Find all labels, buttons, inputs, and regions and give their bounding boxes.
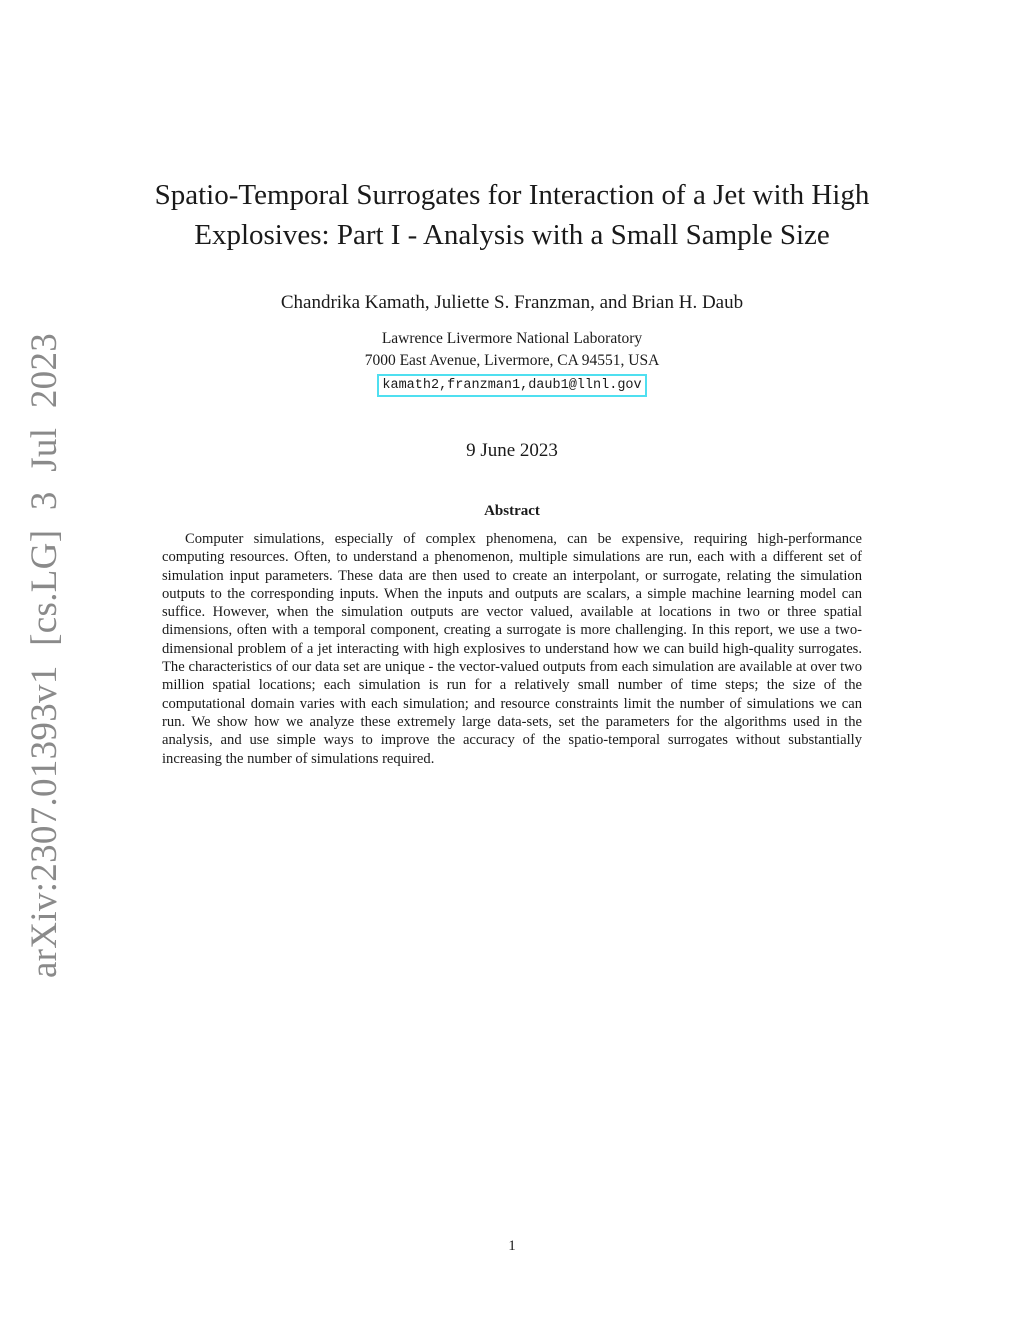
abstract-text: Computer simulations, especially of complex phenomena, can be expensive, requiring high-performance computing resources. Often, to understand a phenomenon, multiple simulations are run, each with a different set of simulation input parameters. These data are then used to create an interpolant, or surrogate, relating the simulation outputs to the corresponding inputs. When the inputs and outputs are scalars, a simple machine learning model can suffice. However, when the simulation outputs are vector valued, available at locations in two or three spatial dimensions, often with a temporal component, creating a surrogate is more challenging. In this report, we use a two-dimensional problem of a jet interacting with high explosives to understand how we can build high-quality surrogates. The characteristics of our data set are unique - the vector-valued outputs from each simulation are available at over two million spatial locations; each simulation is run for a relatively small number of time steps; the size of the computational domain varies with each simulation; and resource constraints limit the number of simulations we can run. We show how we analyze these extremely large data-sets, set the parameters for the algorithms used in the analysis, and use simple ways to improve the accuracy of the spatio-temporal surrogates without substantially increasing the number of simulations required. (162, 531, 862, 767)
author-list: Chandrika Kamath, Juliette S. Franzman, and Brian H. Daub (280, 292, 744, 313)
abstract-heading: Abstract (484, 503, 540, 519)
publication-date: 9 June 2023 (466, 440, 558, 461)
email-link[interactable]: kamath2,franzman1,daub1@llnl.gov (377, 374, 646, 397)
paper-title: Spatio-Temporal Surrogates for Interaction of a Jet with High Explosives: Part I - Analysis with a Small Sample Size (154, 179, 870, 251)
page-number: 1 (508, 1238, 516, 1254)
arxiv-stamp-text: arXiv:2307.01393v1 [cs.LG] 3 Jul 2023 (24, 332, 66, 978)
arxiv-identifier-stamp (14, 332, 76, 978)
email-container (130, 373, 894, 397)
affiliation-address: 7000 East Avenue, Livermore, CA 94551, USA (364, 352, 660, 369)
affiliation-institution: Lawrence Livermore National Laboratory (381, 330, 643, 347)
